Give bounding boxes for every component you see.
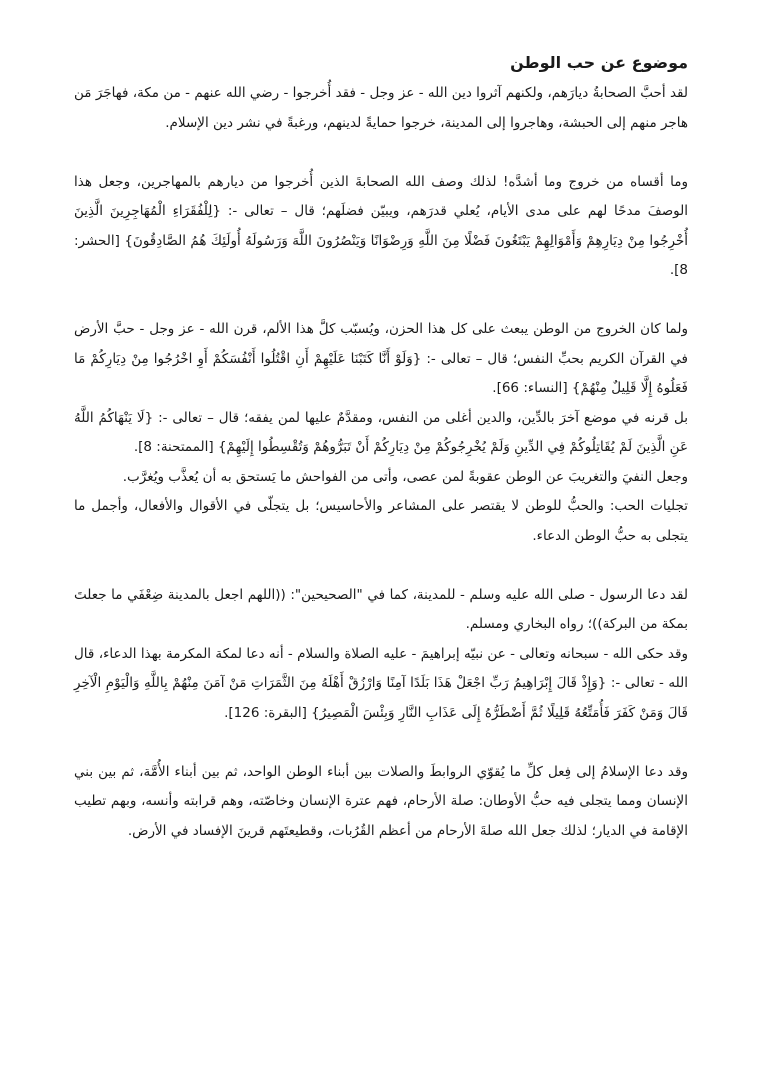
paragraph: بل قرنه في موضع آخرَ بالدِّين، والدين أغلى من النفس، ومقدَّمٌ عليها لمن يفقه؛ قال – تعالى -: {لَا يَنْهَاكُمُ اللَّهُ عَنِ الَّذِينَ لَمْ يُقَاتِلُوكُمْ فِي الدِّينِ وَلَمْ يُخْرِجُوكُمْ مِنْ دِيَارِكُمْ أَنْ تَبَرُّوهُمْ وَتُقْسِطُوا إِلَيْهِمْ} [الممتحنة: 8]. <box>74 409 688 455</box>
paragraph-spacer <box>74 551 688 581</box>
article <box>74 48 688 846</box>
paragraph: لقد أحبَّ الصحابةُ ديارَهم، ولكنهم آثروا دين الله - عز وجل - فقد أُخرجوا - رضي الله عنهم - من مكة، فهاجَرَ مَن هاجر منهم إلى الحبشة، وهاجروا إلى المدينة، خرجوا حمايةً لدينهم، ورغبةً في نشر دين الإسلام. <box>74 85 688 131</box>
article-title: موضوع عن حب الوطن <box>510 53 688 72</box>
section-1 <box>74 79 688 138</box>
section-5 <box>74 758 688 847</box>
paragraph: وقد حكى الله - سبحانه وتعالى - عن نبيّه إبراهيمَ - عليه الصلاة والسلام - أنه دعا لمكة المكرمة بهذا الدعاء، قال الله - تعالى -: {وَإِذْ قَالَ إِبْرَاهِيمُ رَبِّ اجْعَلْ هَذَا بَلَدًا آمِنًا وَارْزُقْ أَهْلَهُ مِنَ الثَّمَرَاتِ مَنْ آمَنَ مِنْهُمْ بِاللَّهِ وَالْيَوْمِ الْآخِرِ قَالَ وَمَنْ كَفَرَ فَأُمَتِّعُهُ قَلِيلًا ثُمَّ أَضْطَرُّهُ إِلَى عَذَابِ النَّارِ وَبِئْسَ الْمَصِيرُ} [البقرة: 126]. <box>74 645 688 721</box>
paragraph: لقد دعا الرسول - صلى الله عليه وسلم - للمدينة، كما في "الصحيحين": ((اللهم اجعل بالمدينة ضِعْفَي ما جعلتَ بمكة من البركة))؛ رواه البخاري ومسلم. <box>74 586 688 632</box>
paragraph: وما أقساه من خروج وما أشدَّه! لذلك وصف الله الصحابةَ الذين أُخرجوا من ديارهم بالمهاجرين، وجعل هذا الوصفَ مدحًا لهم على مدى الأيام، يُعلي قدرَهم، ويبيّن فضلَهم؛ قال – تعالى -: {لِلْفُقَرَاءِ الْمُهَاجِرِينَ الَّذِينَ أُخْرِجُوا مِنْ دِيَارِهِمْ وَأَمْوَالِهِمْ يَبْتَغُونَ فَضْلًا مِنَ اللَّهِ وَرِضْوَانًا وَيَنْصُرُونَ اللَّهَ وَرَسُولَهُ أُولَئِكَ هُمُ الصَّادِقُونَ} [الحشر: 8]. <box>74 173 688 278</box>
section-3 <box>74 315 688 551</box>
paragraph: وقد دعا الإسلامُ إلى فِعل كلِّ ما يُقوّي الروابطَ والصلات بين أبناء الوطن الواحد، ثم بين أبناء الأُمَّة، ثم بين بني الإنسان ومما يتجلى فيه حبُّ الأوطان: صلة الأرحام، فهم عترة الإنسان وخاصّته، وهم قرابته وأنسه، وبهم تطيب الإقامة في الديار؛ لذلك جعل الله صلةَ الأرحام من أعظم القُرُبات، وقطيعتَهم قرينَ الإفساد في الأرض. <box>74 763 688 839</box>
paragraph-spacer <box>74 138 688 168</box>
paragraph: وجعل النفيَ والتغريبَ عن الوطن عقوبةً لمن عصى، وأتى من الفواحش ما يَستحق به أن يُعذَّب ويُغرَّب. <box>122 468 688 485</box>
paragraph-spacer <box>74 286 688 316</box>
section-4 <box>74 581 688 729</box>
paragraph: تجليات الحب: والحبُّ للوطن لا يقتصر على المشاعر والأحاسيس؛ بل يتجلّى في الأقوال والأفعال، وأجمل ما يتجلى به حبُّ الوطن الدعاء. <box>74 498 688 544</box>
section-2 <box>74 168 688 286</box>
paragraph-spacer <box>74 728 688 758</box>
paragraph: ولما كان الخروج من الوطن يبعث على كل هذا الحزن، ويُسبّب كلَّ هذا الألم، قرن الله - عز وجل - حبَّ الأرض في القرآن الكريم بحبِّ النفس؛ قال – تعالى -: {وَلَوْ أَنَّا كَتَبْنَا عَلَيْهِمْ أَنِ اقْتُلُوا أَنْفُسَكُمْ أَوِ اخْرُجُوا مِنْ دِيَارِكُمْ مَا فَعَلُوهُ إِلَّا قَلِيلٌ مِنْهُمْ} [النساء: 66]. <box>74 321 688 396</box>
